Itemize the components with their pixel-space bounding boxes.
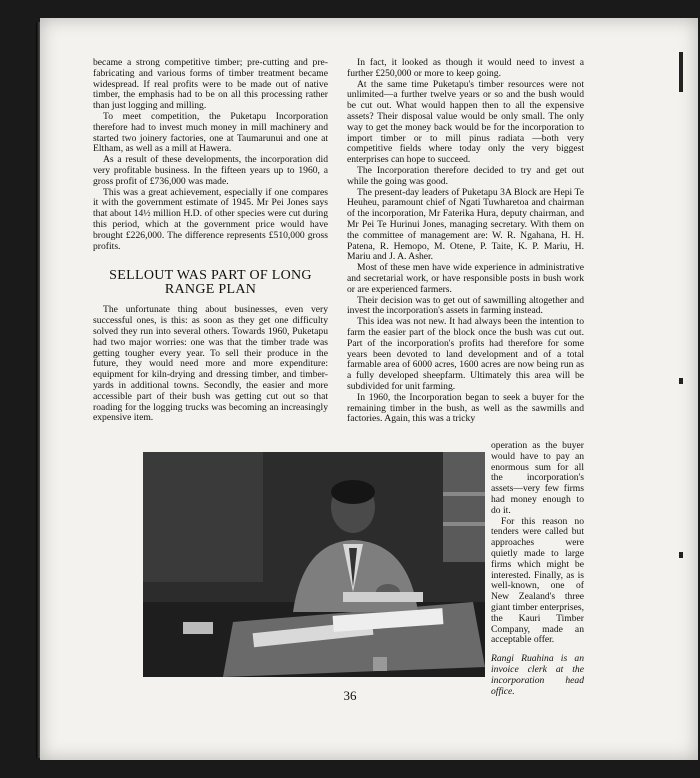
photo-illustration — [143, 452, 485, 677]
paragraph: In 1960, the Incorporation began to seek a buyer for the remaining timber in the bush, as well as the sawmills and factories. Again, this was a tricky — [347, 391, 584, 425]
scan-margin-mark — [679, 378, 683, 384]
paragraph: This was a great achievement, especially if one compares it with the government estimate of 1945. Mr Pei Jones says that about 14½ million H.D. of other species were cut during this period, which at the government price would have brought £226,000. The difference represents £510,000 gross profits. — [93, 186, 328, 252]
section-heading: SELLOUT WAS PART OF LONG RANGE PLAN — [109, 268, 312, 298]
photo-caption: Rangi Ruahina is an invoice clerk at the incorporation head office. — [491, 653, 584, 697]
side-text-column — [491, 441, 584, 697]
paragraph: operation as the buyer would have to pay an enormous sum for all the incorporation's assets—very few firms had money enough to do it. — [491, 440, 584, 516]
paragraph: This idea was not new. It had always been the intention to farm the easier part of the block once the bush was cut out. Part of the incorporation's profits had therefore for some years been devoted to land development and of a total farmable area of 6000 acres, 1600 acres are now being run as a fully developed sheepfarm. Ultimately this area will be subdivided for unit farming. — [347, 316, 584, 392]
paragraph: The unfortunate thing about businesses, even very successful ones, is this: as soon as they get one difficulty solved they run into several others. Towards 1960, Puketapu had two major worries: one was that the timber trade was getting tougher every year. To sell their produce in the future, they would need more and more expenditure: equipment for kiln-drying and dressing timber, and timber-yards in additional towns. Secondly, the easier and more accessible part of their bush was getting cut out so that roading for the logging trucks was becoming an increasingly expensive item. — [93, 304, 328, 424]
paragraph: Their decision was to get out of sawmilling altogether and invest the incorporation's assets in farming instead. — [347, 294, 584, 317]
paragraph: became a strong competitive timber; pre-cutting and pre-fabricating and various forms of timber treatment became widespread. If real profits were to be made out of native timber, the emphasis had to be on all this processing rather than just logging and milling. — [93, 57, 328, 112]
paragraph: Most of these men have wide experience in administrative and secretarial work, or have responsible posts in bush work or are experienced farmers. — [347, 262, 584, 295]
paragraph: In fact, it looked as though it would need to invest a further £250,000 or more to keep going. — [347, 57, 584, 79]
scan-margin-mark — [679, 52, 683, 92]
right-text-column — [347, 58, 584, 425]
scan-margin-mark — [679, 552, 683, 558]
left-text-column — [93, 58, 328, 424]
paragraph: At the same time Puketapu's timber resources were not unlimited—a further twelve years or so and the bush would be cut out. What would happen then to all the expensive assets? Their disposal value would be only small. The only way to get the money back would be for the incorporation to import timber or to mill pinus radiata —both very competitive fields where today only the very biggest enterprises can hope to succeed. — [347, 78, 584, 166]
page-number: 36 — [343, 688, 357, 703]
paragraph: For this reason no tenders were called but approaches were quietly made to large firms which might be interested. Finally, as is well-known, one of New Zealand's three giant timber enterprises, the Kauri Timber Company, made an acceptable offer. — [491, 515, 584, 646]
paragraph: As a result of these developments, the incorporation did very profitable business. In the fifteen years up to 1960, a gross profit of £736,000 was made. — [93, 154, 328, 187]
paragraph: The Incorporation therefore decided to try and get out while the going was good. — [347, 164, 584, 187]
paragraph: The present-day leaders of Puketapu 3A Block are Hepi Te Heuheu, paramount chief of Ngati Tuwharetoa and chairman of the incorporation, Mr Faterika Hura, deputy chairman, and Mr Pei Te Hurinui Jones, managing secretary. With them on the committee of management are: W. R. Ngahana, H. H. Patena, R. Hemopo, M. Otene, P. Taite, K. P. Mariu, H. Mariu and J. A. Asher. — [347, 186, 584, 263]
paragraph: To meet competition, the Puketapu Incorporation therefore had to invest much money in mill machinery and started two joinery factories, one at Taumarunui and one at Eltham, as well as a mill at Hawera. — [93, 110, 328, 155]
photograph-clerk-at-desk — [143, 452, 485, 677]
